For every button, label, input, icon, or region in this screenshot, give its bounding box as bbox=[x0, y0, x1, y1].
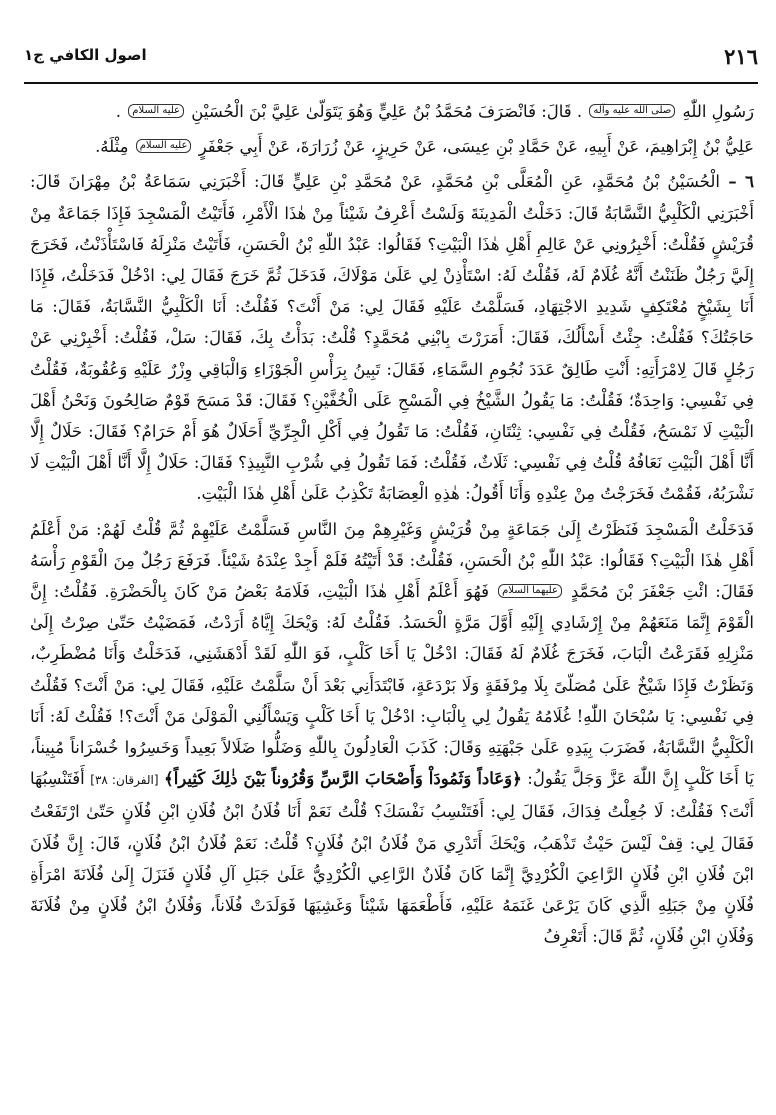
honorific-1: صلى الله عليه وآله bbox=[589, 104, 675, 118]
paragraph-4 bbox=[30, 514, 754, 953]
paragraph-2-text: عَلِيُّ بْنُ إِبْرَاهِيمَ، عَنْ أَبِيهِ، عَنْ حَمَّادِ بْنِ عِيسَى، عَنْ حَرِيزٍ، عَنْ زُرَارَةَ، عَنْ أَبِي جَعْفَرٍ bbox=[198, 137, 754, 157]
book-title: اصول الكافي ج١ bbox=[24, 46, 147, 64]
hadith-number: ٦ bbox=[745, 172, 754, 192]
paragraph-4-text-1: فَدَخَلْتُ الْمَسْجِدَ فَنَظَرْتُ إِلَىٰ جَمَاعَةٍ مِنْ قُرَيْشٍ وَغَيْرِهِمْ مِنَ النَّاسِ فَسَلَّمْتُ عَلَيْهِمْ ثُمَّ قُلْتُ لَهُمْ: مَنْ أَعْلَمُ أَهْلِ هٰذَا الْبَيْتِ؟ فَقَالُوا: عَبْدُ اللّٰهِ بْنُ الْحَسَنِ، فَقُلْتُ: قَدْ أَتَيْتُهُ فَلَمْ أَجِدْ عِنْدَهُ شَيْئاً. فَرَفَعَ رَجُلٌ مِنَ الْقَوْمِ رَأْسَهُ فَقَالَ: ائْتِ جَعْفَرَ بْنَ مُحَمَّدٍ bbox=[30, 519, 754, 602]
paragraph-3-text: الْحُسَيْنُ بْنُ مُحَمَّدٍ، عَنِ الْمُعَلَّى بْنِ مُحَمَّدٍ، عَنْ مُحَمَّدِ بْنِ عَلِيٍّ قَالَ: أَخْبَرَنِي سَمَاعَةُ بْنُ مِهْرَانَ قَالَ: أَخْبَرَنِي الْكَلْبِيُّ النَّسَّابَةُ قَالَ: دَخَلْتُ الْمَدِينَةَ وَلَسْتُ أَعْرِفُ شَيْئاً مِنْ هٰذَا الْأَمْرِ، فَأَتَيْتُ الْمَسْجِدَ فَإِذَا جَمَاعَةٌ مِنْ قُرَيْشٍ فَقُلْتُ: أَخْبِرُونِي عَنْ عَالِمِ أَهْلِ هٰذَا الْبَيْتِ؟ فَقَالُوا: عَبْدُ اللّٰهِ بْنُ الْحَسَنِ، فَأَتَيْتُ مَنْزِلَهُ فَاسْتَأْذَنْتُ، فَخَرَجَ إِلَيَّ رَجُلٌ ظَنَنْتُ أَنَّهُ غُلَامٌ لَهُ، فَقُلْتُ لَهُ: اسْتَأْذِنْ لِي عَلَىٰ مَوْلَاكَ، فَدَخَلَ ثُمَّ خَرَجَ فَقَالَ لِي: ادْخُلْ فَدَخَلْتُ، فَإِذَا أَنَا بِشَيْخٍ مُعْتَكِفٍ شَدِيدِ الاجْتِهَادِ، فَسَلَّمْتُ عَلَيْهِ فَقَالَ لِي: مَنْ أَنْتَ؟ فَقُلْتُ: أَنَا الْكَلْبِيُّ النَّسَّابَةُ، فَقَالَ: مَا حَاجَتُكَ؟ فَقُلْتُ: جِئْتُ أَسْأَلُكَ، فَقَالَ: أَمَرَرْتَ بِابْنِي مُحَمَّدٍ؟ قُلْتُ: بَدَأْتُ بِكَ، فَقَالَ: سَلْ، فَقُلْتُ: أَخْبِرْنِي عَنْ رَجُلٍ قَالَ لِامْرَأَتِهِ: أَنْتِ طَالِقٌ عَدَدَ نُجُومِ السَّمَاءِ، فَقَالَ: تَبِينُ بِرَأْسِ الْجَوْزَاءِ وَالْبَاقِي وِزْرٌ عَلَيْهِ وَعُقُوبَةٌ، فَقُلْتُ فِي نَفْسِي: وَاحِدَةٌ؛ فَقُلْتُ: مَا يَقُولُ الشَّيْخُ فِي الْمَسْحِ عَلَى الْخُفَّيْنِ؟ فَقَالَ: قَدْ مَسَحَ قَوْمٌ صَالِحُونَ وَنَحْنُ أَهْلَ الْبَيْتِ لَا نَمْسَحُ، فَقُلْتُ فِي نَفْسِي: ثِنْتَانِ، فَقُلْتُ: مَا تَقُولُ فِي أَكْلِ الْجِرِّيِّ أَحَلَالٌ هُوَ أَمْ حَرَامٌ؟ فَقَالَ: حَلَالٌ إِلَّا أَنَّا أَهْلَ الْبَيْتِ نَعَافُهُ قُلْتُ فِي نَفْسِي: ثَلَاثٌ، فَقُلْتُ: فَمَا تَقُولُ فِي شُرْبِ النَّبِيذِ؟ فَقَالَ: حَلَالٌ إِلَّا أَنَّا أَهْلَ الْبَيْتِ لَا نَشْرَبُهُ، فَقُمْتُ فَخَرَجْتُ مِنْ عِنْدِهِ وَأَنَا أَقُولُ: هٰذِهِ الْعِصَابَةُ تَكْذِبُ عَلَىٰ أَهْلِ هٰذَا الْبَيْتِ. bbox=[30, 172, 754, 504]
honorific-4: عليهما السلام bbox=[498, 584, 562, 598]
page-number: ٢١٦ bbox=[724, 44, 758, 69]
page-header bbox=[24, 44, 758, 74]
paragraph-2-tail: مِثْلَهُ. bbox=[95, 137, 129, 157]
quran-reference: [الفرقان: ٣٨] bbox=[90, 773, 159, 788]
paragraph-3 bbox=[30, 166, 754, 509]
paragraph-1-tail: . bbox=[115, 102, 122, 121]
paragraph-4-text-2: فَهُوَ أَعْلَمُ أَهْلِ هٰذَا الْبَيْتِ، فَلَامَهُ بَعْضُ مَنْ كَانَ بِالْحَضْرَةِ. فَقُلْتُ: إِنَّ الْقَوْمَ إِنَّمَا مَنَعَهُمْ مِنْ إِرْشَادِي إِلَيْهِ أَوَّلَ مَرَّةٍ الْحَسَدُ. فَقُلْتُ لَهُ: وَيْحَكَ إِيَّاهُ أَرَدْتُ، فَمَضَيْتُ حَتّىٰ صِرْتُ إِلَىٰ مَنْزِلِهِ فَقَرَعْتُ الْبَابَ، فَخَرَجَ غُلَامٌ لَهُ فَقَالَ: ادْخُلْ يَا أَخَا كَلْبٍ، فَوَ اللّٰهِ لَقَدْ أَدْهَشَنِي، فَدَخَلْتُ وَأَنَا مُضْطَرِبٌ، وَنَظَرْتُ فَإِذَا شَيْخٌ عَلَىٰ مُصَلّىً بِلَا مِرْفَقَةٍ وَلَا بَرْدَعَةٍ، فَابْتَدَأَنِي بَعْدَ أَنْ سَلَّمْتُ عَلَيْهِ، فَقَالَ لِي: مَنْ أَنْتَ؟ فَقُلْتُ فِي نَفْسِي: يَا سُبْحَانَ اللّٰهِ! غُلَامُهُ يَقُولُ لِي بِالْبَابِ: ادْخُلْ يَا أَخَا كَلْبٍ وَيَسْأَلُنِي الْمَوْلَىٰ مَنْ أَنْتَ؟! فَقُلْتُ لَهُ: أَنَا الْكَلْبِيُّ النَّسَّابَةُ، فَضَرَبَ بِيَدِهِ عَلَىٰ جَبْهَتِهِ وَقَالَ: كَذَبَ الْعَادِلُونَ بِاللّٰهِ وَضَلُّوا ضَلَالاً بَعِيداً وَخَسِرُوا خُسْرَاناً مُبِيناً، يَا أَخَا كَلْبٍ إِنَّ اللّٰهَ عَزَّ وَجَلَّ يَقُولُ: bbox=[30, 582, 754, 789]
paragraph-1-lead: رَسُولِ اللّٰهِ bbox=[682, 102, 754, 121]
paragraph-4-text-3: أَفَتَنْسِبُهَا أَنْتَ؟ فَقُلْتُ: لَا جُعِلْتُ فِدَاكَ، فَقَالَ لِي: أَفَتَنْسِبُ نَفْسَكَ؟ قُلْتُ نَعَمْ أَنَا فُلَانُ ابْنُ فُلَانِ ابْنِ فُلَانٍ حَتّىٰ ارْتَفَعْتُ فَقَالَ لِي: قِفْ لَيْسَ حَيْثُ تَذْهَبُ، وَيْحَكَ أَتَدْرِي مَنْ فُلَانُ ابْنُ فُلَانٍ؟ قُلْتُ: نَعَمْ فُلَانُ ابْنُ فُلَانٍ، قَالَ: إِنَّ فُلَانَ ابْنَ فُلَانِ ابْنِ فُلَانٍ الرَّاعِيَ الْكُرْدِيَّ إِنَّمَا كَانَ فُلَانٌ الرَّاعِي الْكُرْدِيُّ عَلَىٰ جَبَلِ آلِ فُلَانٍ فَنَزَلَ إِلَىٰ فُلَانَةَ امْرَأَةِ فُلَانٍ مِنْ جَبَلِهِ الَّذِي كَانَ يَرْعَىٰ غَنَمَهُ عَلَيْهِ، فَأَطْعَمَهَا شَيْئاً وَغَشِيَهَا فَوَلَدَتْ فُلَاناً، وَفُلَانُ ابْنُ فُلَانٍ مِنْ فُلَانَةَ وَفُلَانِ ابْنِ فُلَانٍ، ثُمَّ قَالَ: أَتَعْرِفُ bbox=[30, 769, 754, 947]
honorific-3: عليه السلام bbox=[136, 139, 192, 153]
quran-verse: ﴿وَعَاداً وَثَمُودَاْ وَأَصْحَابَ الرَّسِّ وَقُرُوناً بَيْنَ ذٰلِكَ كَثِيراً﴾ bbox=[164, 769, 522, 789]
paragraph-1 bbox=[30, 96, 754, 127]
hadith-dash: – bbox=[719, 172, 746, 192]
honorific-2: عليه السلام bbox=[128, 104, 184, 118]
paragraph-2 bbox=[30, 131, 754, 162]
header-rule bbox=[24, 82, 758, 84]
page-body bbox=[30, 96, 754, 1107]
paragraph-1-text: . قَالَ: فَانْصَرَفَ مُحَمَّدُ بْنُ عَلِيٍّ وَهُوَ يَتَوَلّىٰ عَلِيَّ بْنَ الْحُسَيْنِ bbox=[191, 102, 583, 121]
